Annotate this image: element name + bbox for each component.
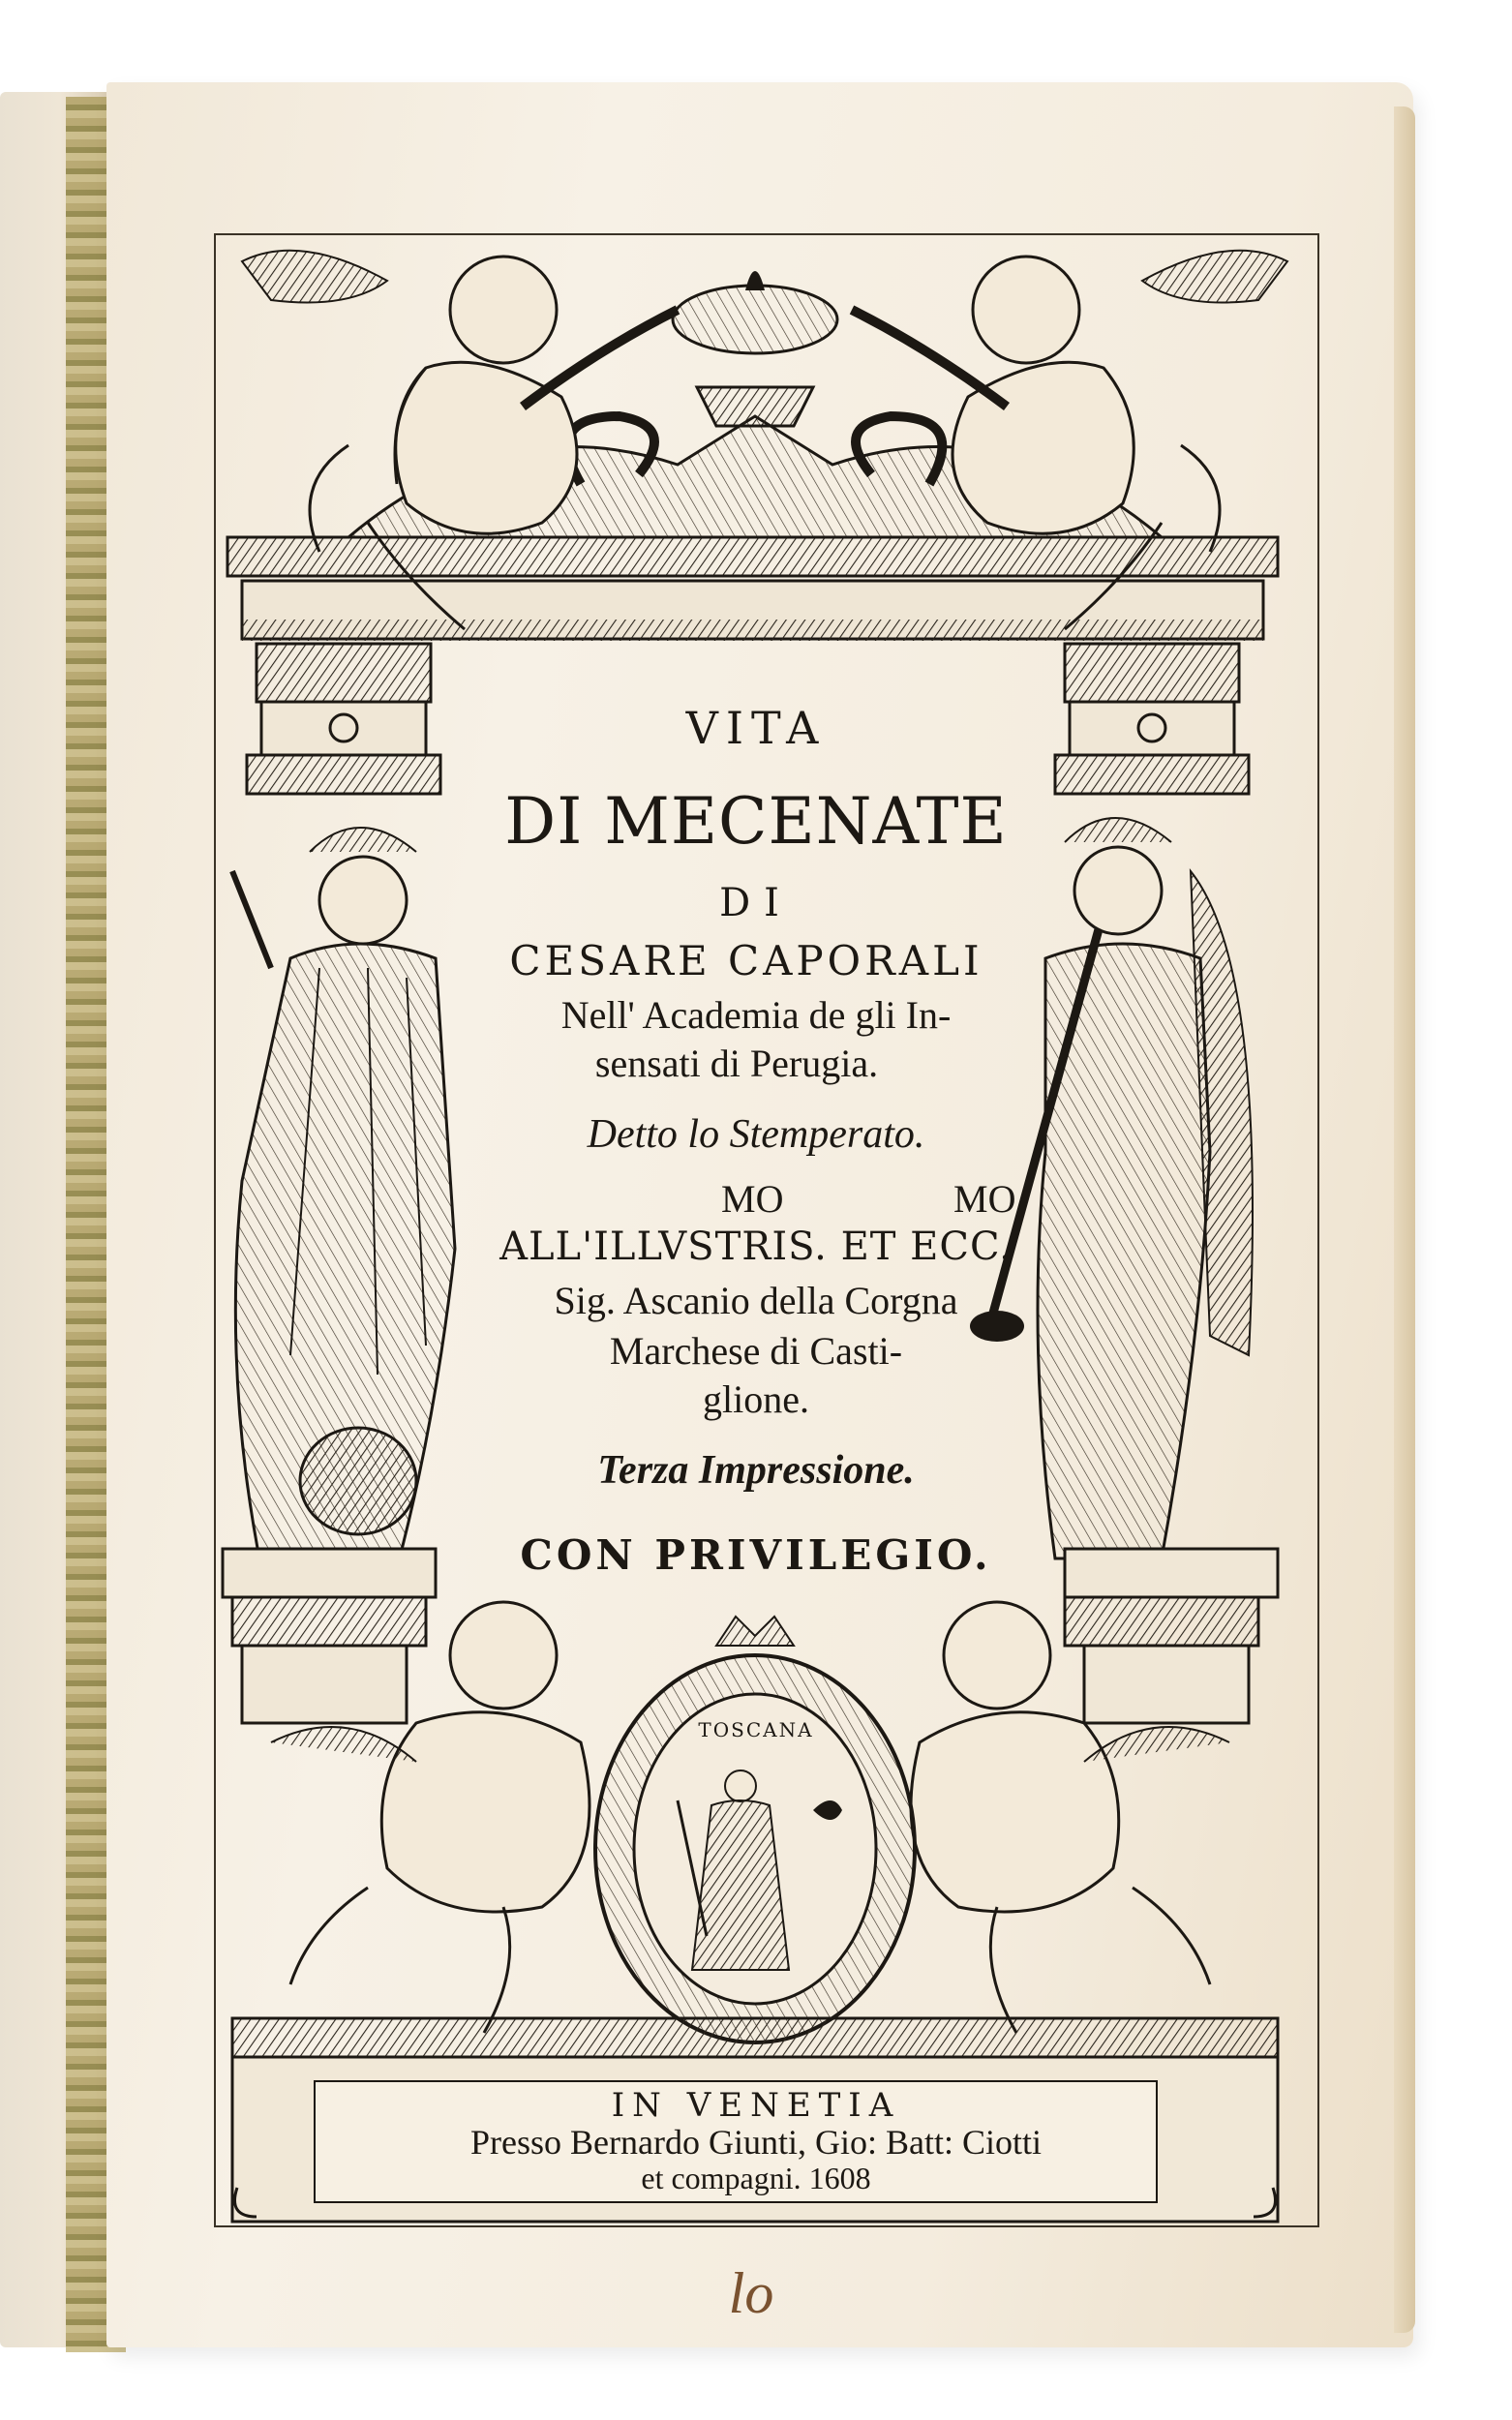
dedication-line-1: ALL'ILLVSTRIS. ET ECC. [499,1225,1013,1269]
title-line-2: DI MECENATE [504,784,1008,859]
author-name: CESARE CAPORALI [509,937,983,984]
affiliation-line-2: sensati di Perugia. [594,1042,879,1085]
affiliation-line-1: Nell' Academia de gli In- [560,993,952,1037]
shield-motto: TOSCANA [698,1718,814,1741]
imprint-city: IN VENETIA [611,2086,901,2125]
dedication-line-2: Sig. Ascanio della Corgna [554,1279,958,1322]
edition-note: Terza Impressione. [597,1448,915,1493]
mo-left: MO [721,1177,784,1221]
dedication-line-4: glione. [703,1377,809,1421]
title-line-1: VITA [685,702,827,754]
handwritten-number: lo [728,2261,774,2325]
mo-right: MO [953,1177,1016,1221]
imprint-year: et compagni. 1608 [641,2161,871,2195]
imprint-printers: Presso Bernardo Giunti, Gio: Batt: Ciotti [470,2123,1042,2162]
tuscany-shield [595,1617,915,2042]
dedication-line-3: Marchese di Casti- [609,1329,903,1373]
author-by: DI [719,881,793,925]
nickname: Detto lo Stemperato. [587,1112,925,1157]
privilege-note: CON PRIVILEGIO. [520,1531,992,1579]
